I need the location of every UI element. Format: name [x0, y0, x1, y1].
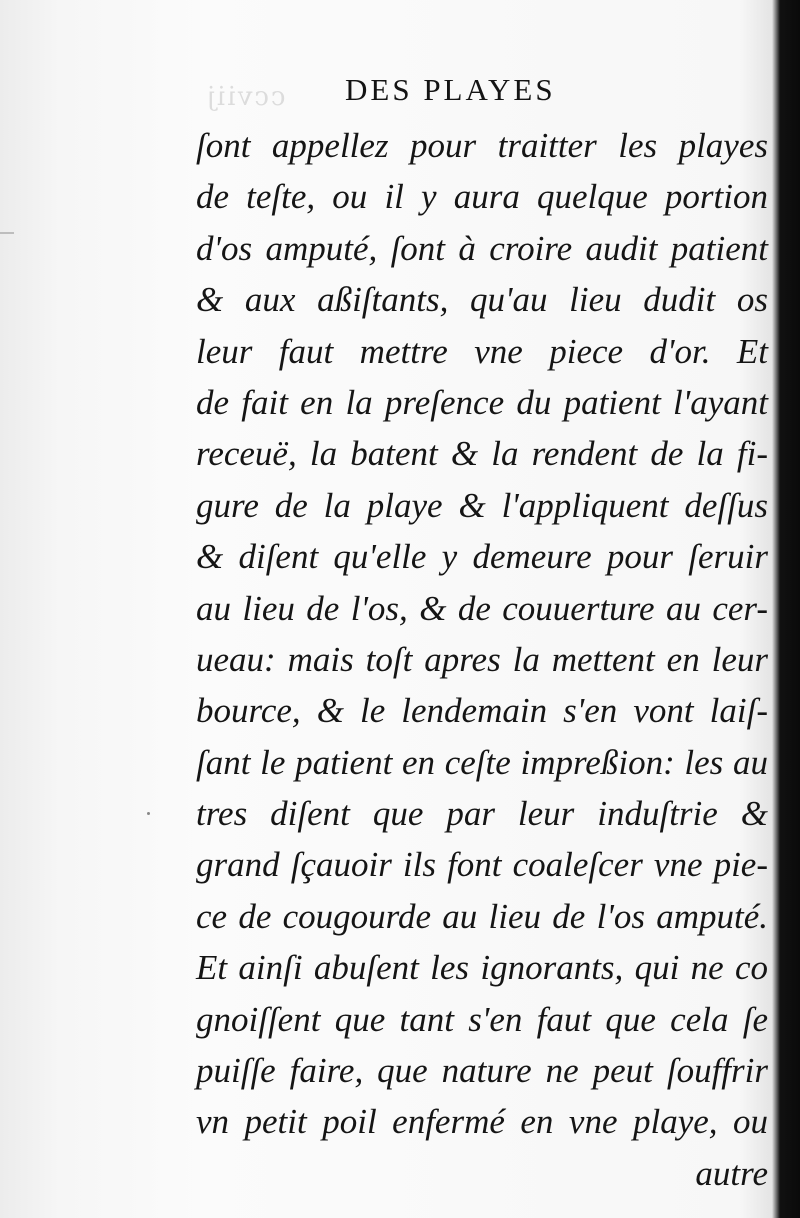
text-line: Et ainſi abuſent les ignorants, qui ne co	[196, 948, 768, 988]
text-line: gure de la playe & l'appliquent deſſus	[196, 485, 768, 525]
text-line: ſant le patient en ceſte impreßion: les au	[196, 742, 768, 782]
ink-speck	[147, 812, 150, 815]
text-line: bource, & le lendemain s'en vont laiſ-	[196, 691, 768, 731]
text-line: puiſſe faire, que nature ne peut ſouffrir	[196, 1051, 768, 1091]
text-line: receuë, la batent & la rendent de la fi-	[196, 434, 768, 474]
text-line: & diſent qu'elle y demeure pour ſeruir	[196, 537, 768, 577]
text-line: & aux aßiſtants, qu'au lieu dudit os	[196, 280, 768, 320]
text-line: ce de cougourde au lieu de l'os amputé.	[196, 896, 768, 936]
text-line: vn petit poil enfermé en vne playe, ou	[196, 1102, 768, 1142]
text-line: de fait en la preſence du patient l'ayant	[196, 382, 768, 422]
body-text	[196, 120, 768, 1199]
text-line: de teſte, ou il y aura quelque portion	[196, 177, 768, 217]
text-line: gnoiſſent que tant s'en faut que cela ſe	[196, 999, 768, 1039]
text-line: ſont appellez pour traitter les playes	[196, 126, 768, 165]
text-line: d'os amputé, ſont à croire audit patient	[196, 228, 768, 268]
text-line: leur faut mettre vne piece d'or. Et	[196, 331, 768, 371]
text-line: ueau: mais toſt apres la mettent en leur	[196, 639, 768, 679]
margin-mark	[0, 232, 14, 234]
catchword: autre	[695, 1153, 768, 1193]
text-line: grand ſçauoir ils font coaleſcer vne pie-	[196, 845, 768, 885]
text-line: au lieu de l'os, & de couuerture au cer-	[196, 588, 768, 628]
text-line: tres diſent que par leur induſtrie &	[196, 794, 768, 834]
running-header: DES PLAYES	[345, 72, 556, 107]
bleed-through-folio: ccviij	[205, 82, 286, 112]
